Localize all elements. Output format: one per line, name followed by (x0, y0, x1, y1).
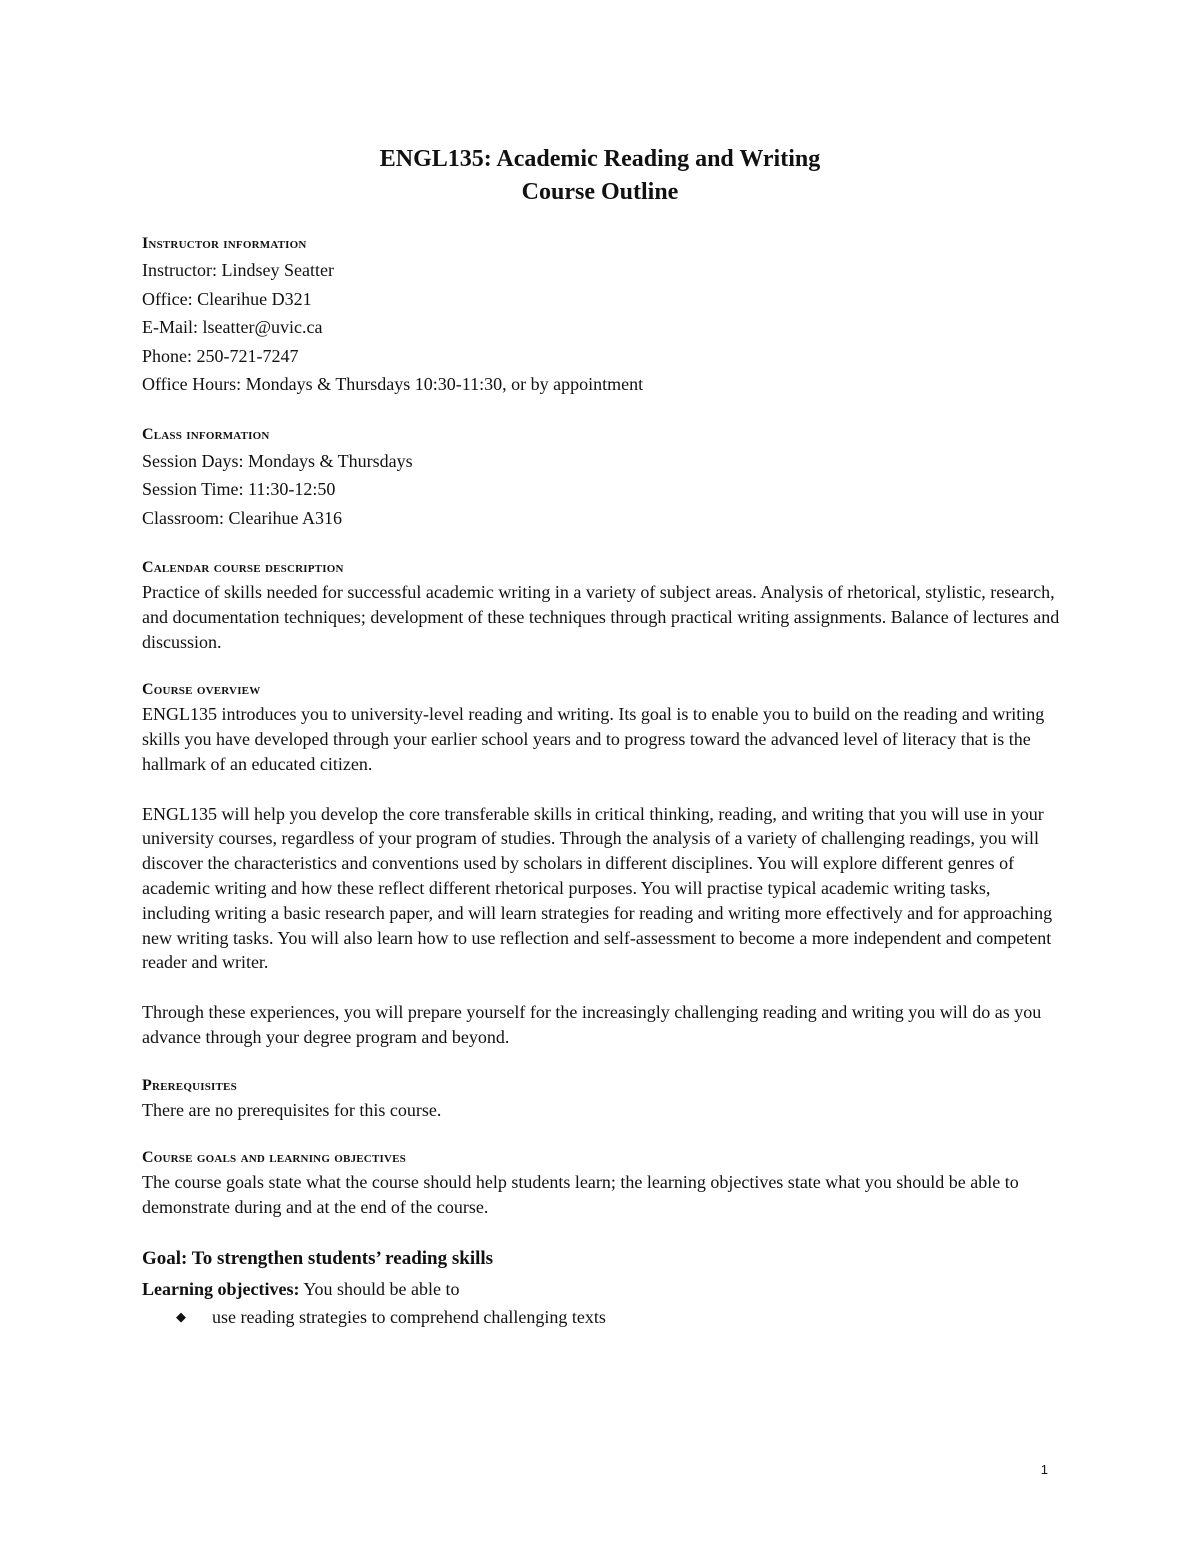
goals-intro: The course goals state what the course should help students learn; the learning objectives state what you should be able to demonstrate during and at the end of the course. (142, 1172, 1019, 1218)
calendar-section (142, 556, 1062, 654)
objectives-line (142, 1274, 1062, 1304)
prerequisites-text: There are no prerequisites for this course. (142, 1099, 442, 1120)
overview-paragraph-1: ENGL135 introduces you to university-level reading and writing. Its goal is to enable you to build on the reading and writing skills you have developed through your earlier school years and to progress toward the advanced level of literacy that is the hallmark of an educated citizen. (142, 704, 1045, 774)
instructor-section (142, 232, 1062, 399)
diamond-bullet-icon: ◆ (176, 1308, 186, 1324)
overview-heading: Course overview (142, 681, 261, 699)
objectives-list (142, 1304, 1062, 1330)
list-item (168, 1304, 1062, 1330)
instructor-office: Office: Clearihue D321 (142, 288, 312, 309)
instructor-phone: Phone: 250-721-7247 (142, 345, 299, 366)
calendar-heading: Calendar course description (142, 559, 344, 576)
class-time: Session Time: 11:30-12:50 (142, 479, 336, 499)
objectives-label: Learning objectives: (142, 1278, 300, 1299)
prerequisites-section (142, 1074, 1062, 1123)
instructor-email: E-Mail: lseatter@uvic.ca (142, 317, 323, 337)
page-number: 1 (1040, 1462, 1048, 1477)
class-days: Session Days: Mondays & Thursdays (142, 450, 413, 471)
list-item-text: use reading strategies to comprehend challenging texts (212, 1306, 606, 1327)
goals-heading: Course goals and learning objectives (142, 1149, 406, 1167)
goals-section (142, 1146, 1062, 1330)
document-title (0, 143, 1200, 209)
instructor-heading: Instructor information (142, 235, 307, 252)
goal-1-heading: Goal: To strengthen students’ reading skills (142, 1247, 494, 1269)
overview-paragraph-2: ENGL135 will help you develop the core transferable skills in critical thinking, reading, and writing that you will use in your university courses, regardless of your program of studies. Through the analysis of a variety of challenging readings, you will discover the characteristics and conventions used by scholars in different disciplines. You will explore different genres of academic writing and how these reflect different rhetorical purposes. You will practise typical academic writing tasks, including writing a basic research paper, and will learn strategies for reading and writing more effectively and for approaching new writing tasks. You will also learn how to use reflection and self-assessment to become a more independent and competent reader and writer. (142, 803, 1053, 973)
overview-section (142, 678, 1062, 1049)
course-subtitle: Course Outline (521, 179, 679, 205)
overview-paragraph-3: Through these experiences, you will prepare yourself for the increasingly challenging reading and writing you will do as you advance through your degree program and beyond. (142, 1001, 1042, 1047)
prerequisites-heading: Prerequisites (142, 1076, 237, 1094)
objectives-text: You should be able to (299, 1278, 460, 1299)
class-heading: Class information (142, 425, 270, 443)
class-room: Classroom: Clearihue A316 (142, 507, 342, 528)
calendar-description: Practice of skills needed for successful academic writing in a variety of subject areas. Analysis of rhetorical, stylistic, research, and documentation techniques; development of these techniques through practical writing assignments. Balance of lectures and discussion. (142, 582, 1060, 652)
instructor-name: Instructor: Lindsey Seatter (142, 260, 334, 280)
document-body (142, 232, 1062, 1330)
instructor-hours: Office Hours: Mondays & Thursdays 10:30-11:30, or by appointment (142, 374, 644, 394)
class-section (142, 423, 1062, 533)
course-title: ENGL135: Academic Reading and Writing (379, 146, 821, 172)
